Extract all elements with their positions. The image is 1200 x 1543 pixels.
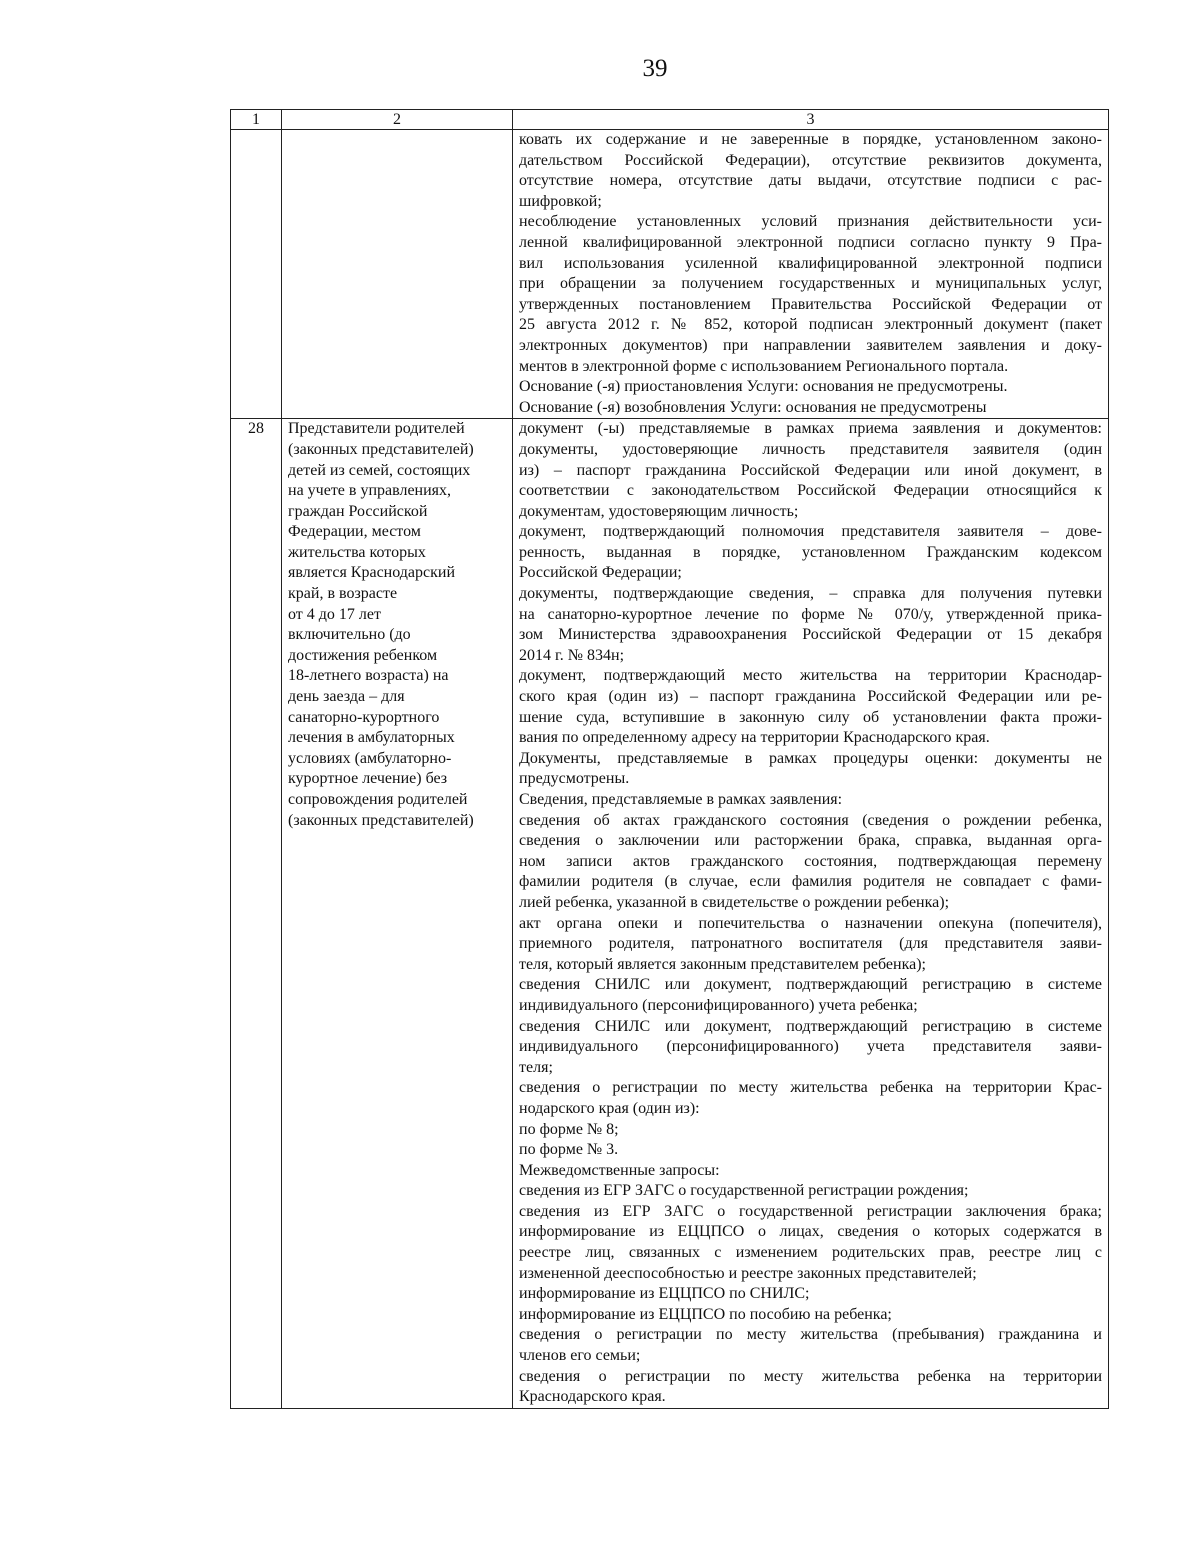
text-line: день заезда – для <box>288 688 405 706</box>
text-line: индивидуального (персонифицированного) учета представителя заяви- <box>519 1038 1102 1056</box>
text-line: фамилии родителя (в случае, если фамилия родителя не совпадает с фами- <box>519 873 1102 891</box>
text-line: (законных представителей) <box>288 440 474 458</box>
text-line: на учете в управлениях, <box>288 482 452 500</box>
text-line: ренность, выданная в порядке, установленном Гражданским кодексом <box>519 543 1102 561</box>
text-line: Документы, представляемые в рамках процедуры оценки: документы не <box>519 749 1102 767</box>
text-line: 2014 г. № 834н; <box>519 646 625 664</box>
text-line: отсутствие номера, отсутствие даты выдачи, отсутствие подписи с рас- <box>519 172 1102 190</box>
text-line: Российской Федерации; <box>519 564 682 582</box>
text-line: теля; <box>519 1058 553 1076</box>
text-line: теля, который является законным представителем ребенка); <box>519 955 926 973</box>
text-line: по форме № 3. <box>519 1141 619 1159</box>
text-line: ленной квалифицированной электронной подписи согласно пункту 9 Пра- <box>519 233 1102 251</box>
text-line: индивидуального (персонифицированного) учета ребенка; <box>519 996 918 1014</box>
text-line: лией ребенка, указанной в свидетельстве о рождении ребенка); <box>519 893 950 911</box>
row-details <box>513 419 1109 1409</box>
text-line: Представители родителей <box>288 420 465 438</box>
text-line: ского края (один из) – паспорт гражданина Российской Федерации или ре- <box>519 688 1102 706</box>
text-line: сопровождения родителей <box>288 791 468 808</box>
header-col-2: 2 <box>282 110 513 130</box>
text-line: сведения СНИЛС или документ, подтверждающий регистрацию в системе <box>519 976 1102 994</box>
text-line: лечения в амбулаторных <box>288 729 455 747</box>
text-line: приемного родителя, патронатного воспитателя (для представителя заяви- <box>519 935 1102 953</box>
text-line: измененной дееспособностью и реестре законных представителей; <box>519 1264 977 1282</box>
text-line: документы, подтверждающие сведения, – справка для получения путевки <box>519 585 1102 603</box>
text-line: зом Министерства здравоохранения Российской Федерации от 15 декабря <box>519 626 1102 644</box>
text-line: сведения о регистрации по месту жительства (пребывания) гражданина и <box>519 1326 1102 1344</box>
text-line: документ, подтверждающий место жительства на территории Краснодар- <box>519 667 1102 685</box>
text-line: на санаторно-курортное лечение по форме № 070/у, утвержденной прика- <box>519 605 1102 623</box>
text-line: документ, подтверждающий полномочия представителя заявителя – дове- <box>519 523 1102 541</box>
text-line: информирование из ЕЦЦПСО по пособию на ребенка; <box>519 1305 892 1323</box>
text-line: реестре лиц, связанных с изменением родительских прав, реестре лиц с <box>519 1244 1102 1262</box>
text-line: включительно (до <box>288 626 411 644</box>
text-line: утвержденных постановлением Правительства Российской Федерации от <box>519 295 1102 313</box>
text-line: шение суда, вступившие в законную силу об установлении факта прожи- <box>519 708 1102 726</box>
page-number: 39 <box>642 55 668 82</box>
header-col-1: 1 <box>231 110 282 130</box>
text-line: Основание (-я) приостановления Услуги: основания не предусмотрены. <box>519 378 1008 396</box>
text-line: информирование из ЕЦЦПСО о лицах, сведения о которых содержатся в <box>519 1223 1102 1241</box>
table-row-continuation <box>231 130 1109 419</box>
header-col-3: 3 <box>513 110 1109 130</box>
text-line: соответствии с законодательством Российской Федерации относящийся к <box>519 482 1102 500</box>
text-line: при обращении за получением государственных и муниципальных услуг, <box>519 275 1102 293</box>
text-line: достижения ребенком <box>288 646 438 664</box>
text-line: электронных документов) при направлении заявителем заявления и доку- <box>519 336 1102 354</box>
text-line: документ (-ы) представляемые в рамках приема заявления и документов: <box>519 420 1102 438</box>
text-line: сведения из ЕГР ЗАГС о государственной регистрации рождения; <box>519 1182 969 1200</box>
text-line: (законных представителей) <box>288 811 474 829</box>
details-lines <box>519 419 1102 1408</box>
text-line: членов его семьи; <box>519 1347 641 1365</box>
text-line: санаторно-курортного <box>288 708 440 726</box>
text-line: Межведомственные запросы: <box>519 1161 720 1179</box>
text-line: жительства которых <box>288 543 426 561</box>
row-details <box>513 130 1109 419</box>
text-line: сведения СНИЛС или документ, подтверждающий регистрацию в системе <box>519 1017 1102 1035</box>
text-line: по форме № 8; <box>519 1120 619 1138</box>
text-line: ном записи актов гражданского состояния, подтверждающая перемену <box>519 852 1102 870</box>
text-line: 18-летнего возраста) на <box>288 667 449 685</box>
text-line: документы, удостоверяющие личность представителя заявителя (один <box>519 440 1102 458</box>
text-line: акт органа опеки и попечительства о назначении опекуна (попечителя), <box>519 914 1102 932</box>
text-line: является Краснодарский <box>288 564 456 582</box>
table-header-row <box>231 110 1109 130</box>
text-line: граждан Российской <box>288 502 428 520</box>
text-line: несоблюдение установленных условий признания действительности уси- <box>519 213 1102 231</box>
text-line: от 4 до 17 лет <box>288 605 381 623</box>
text-line: предусмотрены. <box>519 770 630 788</box>
table-row-28 <box>231 419 1109 1409</box>
text-line: сведения из ЕГР ЗАГС о государственной регистрации заключения брака; <box>519 1202 1102 1220</box>
text-line: сведения о заключении или расторжении брака, справка, выданная орга- <box>519 832 1102 850</box>
row-category <box>282 130 513 419</box>
row-number <box>231 130 282 419</box>
text-line: документам, удостоверяющим личность; <box>519 502 799 520</box>
text-line: дательством Российской Федерации), отсутствие реквизитов документа, <box>519 151 1102 169</box>
details-lines <box>519 130 1102 418</box>
text-line: ковать их содержание и не заверенные в порядке, установленном законо- <box>519 131 1102 148</box>
text-line: сведения о регистрации по месту жительства ребенка на территории <box>519 1367 1102 1385</box>
text-line: Основание (-я) возобновления Услуги: основания не предусмотрены <box>519 398 987 416</box>
text-line: информирование из ЕЦЦПСО по СНИЛС; <box>519 1285 810 1303</box>
text-line: нодарского края (один из): <box>519 1099 700 1117</box>
text-line: 25 августа 2012 г. № 852, которой подписан электронный документ (пакет <box>519 316 1102 334</box>
text-line: сведения об актах гражданского состояния (сведения о рождении ребенка, <box>519 811 1102 829</box>
text-line: детей из семей, состоящих <box>288 461 471 479</box>
text-line: вания по определенному адресу на территории Краснодарского края. <box>519 729 990 747</box>
text-line: сведения о регистрации по месту жительства ребенка на территории Крас- <box>519 1079 1102 1097</box>
text-line: Федерации, местом <box>288 523 421 541</box>
text-line: ментов в электронной форме с использованием Регионального портала. <box>519 357 1009 375</box>
text-line: курортное лечение) без <box>288 770 448 788</box>
text-line: шифровкой; <box>519 192 602 210</box>
row-number: 28 <box>231 419 282 1409</box>
text-line: из) – паспорт гражданина Российской Федерации или иной документ, в <box>519 461 1102 479</box>
text-line: вил использования усиленной квалифицированной электронной подписи <box>519 254 1102 272</box>
category-lines <box>288 419 506 831</box>
text-line: Краснодарского края. <box>519 1388 666 1406</box>
text-line: условиях (амбулаторно- <box>288 749 452 767</box>
services-table <box>230 109 1109 1409</box>
text-line: край, в возрасте <box>288 585 398 603</box>
row-category <box>282 419 513 1409</box>
text-line: Сведения, представляемые в рамках заявления: <box>519 791 843 808</box>
